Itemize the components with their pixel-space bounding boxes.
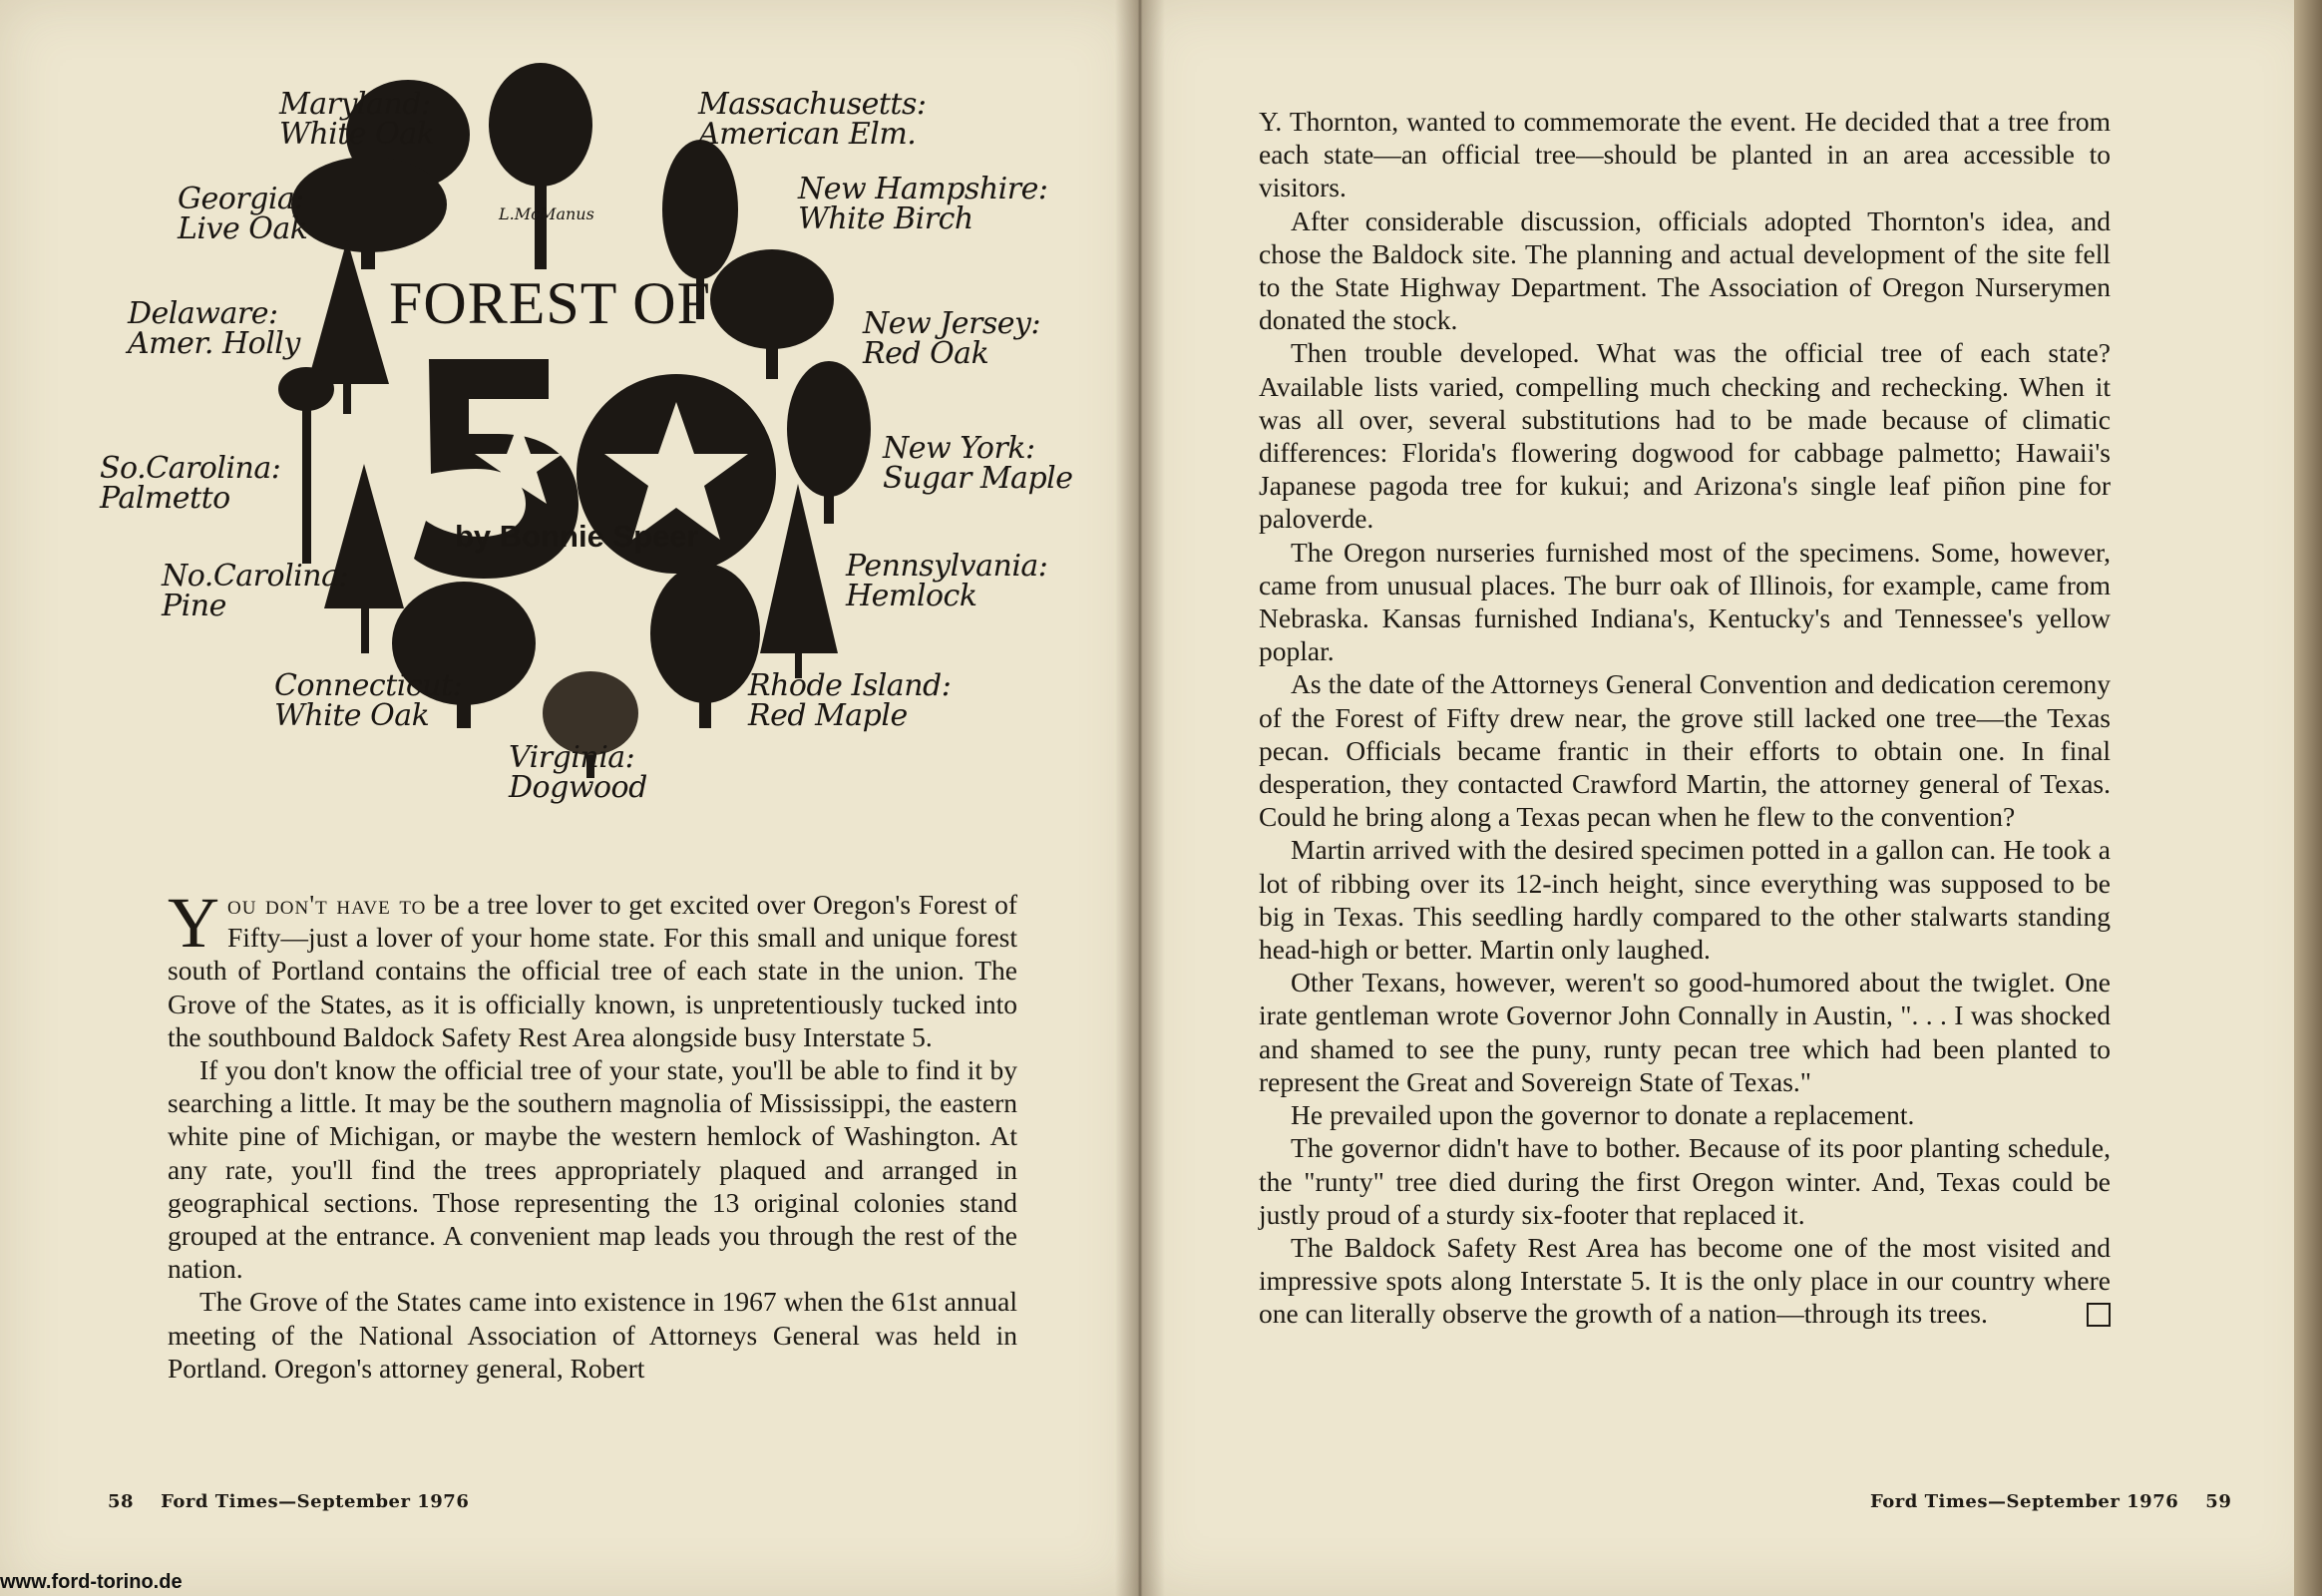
paragraph: Other Texans, however, weren't so good-humored about the twiglet. One irate gentleman wrote Governor John Connally in Austin, ". . . I was shocked and shamed to see the puny, runty pecan tree which had been planted to represent the Great and Sovereign State of Texas." bbox=[1259, 967, 2111, 1097]
label-new-jersey: New Jersey: Red Oak bbox=[863, 306, 1041, 371]
label-delaware: Delaware: Amer. Holly bbox=[128, 296, 300, 361]
paragraph: He prevailed upon the governor to donate a replacement. bbox=[1291, 1099, 1915, 1131]
massachusetts-tree-icon bbox=[489, 63, 592, 269]
page-folio-right: Ford Times—September 1976 59 bbox=[1870, 1491, 2232, 1512]
label-georgia: Georgia: Live Oak bbox=[178, 182, 308, 246]
author-byline: by Bonnie Speer bbox=[455, 519, 699, 554]
book-gutter bbox=[1115, 0, 1165, 1596]
article-title: FOREST OF bbox=[389, 270, 712, 336]
paragraph: If you don't know the official tree of your state, you'll be able to find it by searching a little. It may be the southern magnolia of Mississippi, the eastern white pine of Michigan, or maybe the western hemlock of Washington. At any rate, you'll find the trees appropriately plaqued and arranged in geographical sections. Those representing the 13 original colonies stand grouped at the entrance. A convenient map leads you through the rest of the nation. bbox=[168, 1054, 1017, 1285]
left-page bbox=[0, 0, 1137, 1596]
right-text-column bbox=[1259, 105, 2111, 1331]
label-north-carolina: No.Carolina: Pine bbox=[162, 559, 349, 623]
paragraph bbox=[1259, 1231, 2111, 1331]
south-carolina-tree-icon bbox=[278, 367, 334, 564]
paragraph: Y. Thornton, wanted to commemorate the event. He decided that a tree from each state—an official tree—should be planted in an area accessible to visitors. bbox=[1259, 106, 2111, 203]
right-page bbox=[1137, 0, 2322, 1596]
paragraph bbox=[168, 883, 1017, 1053]
georgia-tree-icon bbox=[291, 157, 447, 269]
page-edge bbox=[2294, 0, 2322, 1596]
artist-signature: L.McManus bbox=[499, 204, 594, 223]
label-pennsylvania: Pennsylvania: Hemlock bbox=[846, 549, 1048, 613]
label-massachusetts: Massachusetts: American Elm. bbox=[698, 87, 927, 152]
site-watermark: www.ford-torino.de bbox=[0, 1571, 183, 1593]
page-folio-left: 58 Ford Times—September 1976 bbox=[108, 1491, 470, 1512]
paragraph-text: The Baldock Safety Rest Area has become one of the most visited and impressive spots along Interstate 5. It is the only place in our country where one can literally observe the growth of a nation—through its trees. bbox=[1259, 1231, 2111, 1330]
label-south-carolina: So.Carolina: Palmetto bbox=[100, 451, 281, 516]
paragraph: Martin arrived with the desired specimen potted in a gallon can. He took a lot of ribbing over its 12-inch height, since everything was supposed to be big in Texas. This seedling hardly compared to the other stalwarts standing head-high or better. Martin only laughed. bbox=[1259, 834, 2111, 966]
paragraph: The governor didn't have to bother. Because of its poor planting schedule, the "runty" tree died during the first Oregon winter. And, Texas could be justly proud of a sturdy six-footer that replaced it. bbox=[1259, 1132, 2111, 1230]
paragraph: As the date of the Attorneys General Convention and dedication ceremony of the Forest of Fifty drew near, the grove still lacked one tree—the Texas pecan. Officials became frantic in their efforts to obtain one. In final desperation, they contacted Crawford Martin, the attorney general of Texas. Could he bring along a Texas pecan when he flew to the convention? bbox=[1259, 668, 2111, 833]
label-new-hampshire: New Hampshire: White Birch bbox=[798, 172, 1048, 236]
lead-in: ou don't have to bbox=[227, 889, 427, 920]
rhode-island-tree-icon bbox=[650, 564, 760, 728]
label-maryland: Maryland: White Oak bbox=[279, 87, 435, 152]
new-jersey-tree-icon bbox=[710, 249, 834, 379]
paragraph: The Oregon nurseries furnished most of the specimens. Some, however, came from unusual places. The burr oak of Illinois, for example, came from Nebraska. Kansas furnished Indiana's, Kentucky's and Tennessee's yellow poplar. bbox=[1259, 536, 2111, 667]
left-text-column bbox=[168, 883, 1017, 1385]
paragraph: The Grove of the States came into existence in 1967 when the 61st annual meeting of the National Association of Attorneys General was held in Portland. Oregon's attorney general, Robert bbox=[168, 1286, 1017, 1384]
paragraph: Then trouble developed. What was the official tree of each state? Available lists varied, compelling much checking and rechecking. When it was all over, several substitutions had to be made because of climatic differences: Florida's flowering dogwood for cabbage palmetto; Hawaii's Japanese pagoda tree for kukui; and Arizona's single leaf piñon pine for paloverde. bbox=[1259, 337, 2111, 535]
end-of-article-mark bbox=[2087, 1303, 2111, 1327]
paragraph: After considerable discussion, officials adopted Thornton's idea, and chose the Baldock site. The planning and actual development of the site fell to the State Highway Department. The Association of Oregon Nurserymen donated the stock. bbox=[1259, 204, 2111, 336]
forest-illustration bbox=[100, 55, 1077, 833]
label-new-york: New York: Sugar Maple bbox=[883, 431, 1073, 496]
label-connecticut: Connecticut: White Oak bbox=[274, 668, 463, 733]
paragraph-text: be a tree lover to get excited over Oregon's Forest of Fifty—just a lover of your home state. For this small and unique forest south of Portland contains the official tree of each state in the union. The Grove of the States, as it is officially known, is unpretentiously tucked into the southbound Baldock Safety Rest Area alongside busy Interstate 5. bbox=[168, 889, 1017, 1052]
label-virginia: Virginia: Dogwood bbox=[509, 740, 647, 805]
label-rhode-island: Rhode Island: Red Maple bbox=[748, 668, 952, 733]
drop-cap: Y bbox=[168, 883, 219, 963]
